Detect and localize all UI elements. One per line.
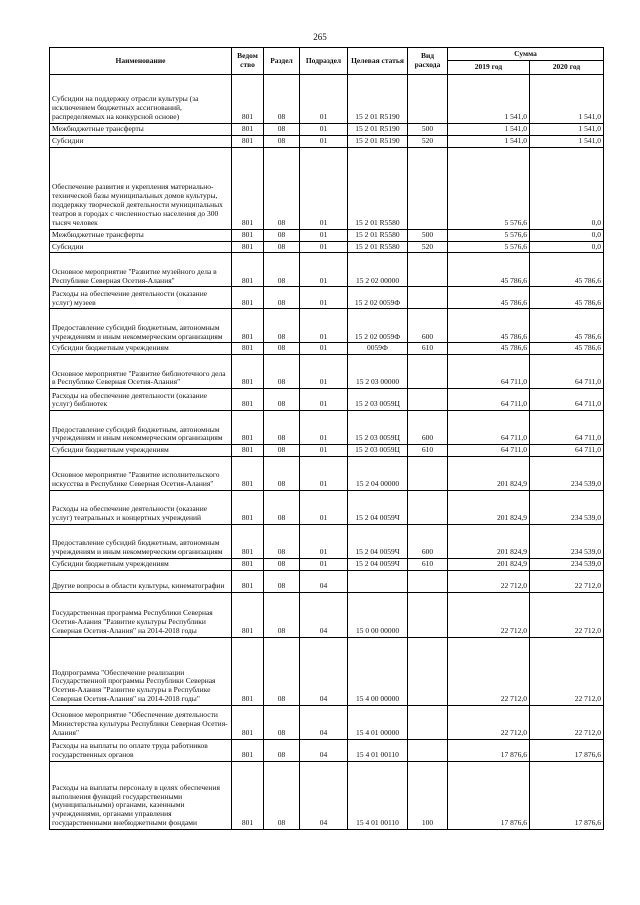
table-row [50, 637, 604, 705]
cell-target: 15 4 00 00000 [348, 637, 408, 705]
cell-name: Расходы на обеспечение деятельности (оказание услуг) музеев [50, 287, 232, 309]
cell-2020: 64 711,0 [530, 389, 604, 411]
cell-name: Государственная программа Республики Северная Осетия-Алания "Развитие культуры Республики Северная Осетия-Алания" на 2014-2018 годы [50, 592, 232, 637]
cell-dept: 801 [232, 705, 264, 739]
cell-2019: 201 824,9 [448, 559, 530, 571]
table-row [50, 253, 604, 287]
cell-2020: 45 786,6 [530, 287, 604, 309]
cell-name: Подпрограмма "Обеспечение реализации Государственной программы Республики Северная Осетия-Алания "Развитие культуры в Республике Северная Осетия-Алания" на 2014-2018 годы" [50, 637, 232, 705]
table-row [50, 570, 604, 592]
cell-name: Предоставление субсидий бюджетным, автономным учреждениям и иным некоммерческим организациям [50, 525, 232, 559]
cell-name: Основное мероприятие "Развитие исполнительского искусства в Республике Северная Осетия-Алания" [50, 457, 232, 491]
cell-type [408, 147, 448, 229]
cell-2020: 45 786,6 [530, 309, 604, 343]
cell-subsection: 01 [300, 491, 348, 525]
cell-2019: 64 711,0 [448, 389, 530, 411]
cell-section: 08 [264, 445, 300, 457]
cell-section: 08 [264, 253, 300, 287]
cell-2020: 64 711,0 [530, 445, 604, 457]
table-header [50, 48, 604, 75]
cell-2020: 1 541,0 [530, 135, 604, 147]
cell-target: 15 2 01 R5190 [348, 124, 408, 136]
cell-type: 520 [408, 135, 448, 147]
cell-2019: 1 541,0 [448, 124, 530, 136]
cell-2019: 22 712,0 [448, 637, 530, 705]
cell-name: Субсидии [50, 241, 232, 253]
cell-target: 15 2 01 R5580 [348, 241, 408, 253]
cell-section: 08 [264, 241, 300, 253]
cell-dept: 801 [232, 287, 264, 309]
cell-2019: 22 712,0 [448, 570, 530, 592]
cell-target [348, 570, 408, 592]
cell-subsection: 04 [300, 570, 348, 592]
cell-target: 15 4 01 00110 [348, 739, 408, 761]
cell-2019: 64 711,0 [448, 445, 530, 457]
cell-section: 08 [264, 343, 300, 355]
table-row [50, 147, 604, 229]
cell-type [408, 637, 448, 705]
cell-type: 500 [408, 229, 448, 241]
cell-name: Основное мероприятие "Развитие музейного дела в Республике Северная Осетия-Алания" [50, 253, 232, 287]
cell-2020: 17 876,6 [530, 739, 604, 761]
cell-dept: 801 [232, 343, 264, 355]
cell-dept: 801 [232, 135, 264, 147]
cell-subsection: 01 [300, 559, 348, 571]
cell-2019: 5 576,6 [448, 229, 530, 241]
cell-type: 600 [408, 411, 448, 445]
cell-section: 08 [264, 570, 300, 592]
cell-section: 08 [264, 229, 300, 241]
cell-name: Субсидии бюджетным учреждениям [50, 343, 232, 355]
cell-2019: 17 876,6 [448, 761, 530, 829]
cell-section: 08 [264, 147, 300, 229]
cell-subsection: 01 [300, 287, 348, 309]
cell-section: 08 [264, 124, 300, 136]
cell-subsection: 01 [300, 124, 348, 136]
cell-name: Субсидии бюджетным учреждениям [50, 445, 232, 457]
cell-dept: 801 [232, 389, 264, 411]
table-row [50, 389, 604, 411]
header-type: Вид расхода [408, 48, 448, 75]
cell-target: 0059Ф [348, 343, 408, 355]
cell-2019: 22 712,0 [448, 705, 530, 739]
cell-type: 500 [408, 124, 448, 136]
table-row [50, 287, 604, 309]
cell-section: 08 [264, 637, 300, 705]
cell-section: 08 [264, 411, 300, 445]
cell-2020: 22 712,0 [530, 592, 604, 637]
cell-2019: 64 711,0 [448, 355, 530, 389]
cell-subsection: 04 [300, 705, 348, 739]
table-row [50, 75, 604, 124]
cell-section: 08 [264, 457, 300, 491]
header-2019: 2019 год [448, 61, 530, 75]
cell-target: 15 2 02 0059Ф [348, 287, 408, 309]
cell-section: 08 [264, 592, 300, 637]
cell-2019: 201 824,9 [448, 491, 530, 525]
cell-2019: 45 786,6 [448, 287, 530, 309]
cell-target: 15 2 01 R5580 [348, 229, 408, 241]
cell-type [408, 355, 448, 389]
table-row [50, 343, 604, 355]
cell-2020: 0,0 [530, 229, 604, 241]
cell-2020: 22 712,0 [530, 637, 604, 705]
budget-table [49, 47, 604, 830]
cell-subsection: 01 [300, 445, 348, 457]
cell-type [408, 491, 448, 525]
cell-2020: 234 539,0 [530, 457, 604, 491]
cell-subsection: 04 [300, 739, 348, 761]
table-row [50, 739, 604, 761]
cell-dept: 801 [232, 75, 264, 124]
header-sum: Сумма [448, 48, 604, 61]
table-row [50, 411, 604, 445]
table-row [50, 229, 604, 241]
cell-name: Субсидии бюджетным учреждениям [50, 559, 232, 571]
cell-name: Расходы на выплаты по оплате труда работников государственных органов [50, 739, 232, 761]
cell-type [408, 592, 448, 637]
cell-subsection: 04 [300, 637, 348, 705]
cell-dept: 801 [232, 457, 264, 491]
cell-subsection: 01 [300, 525, 348, 559]
cell-2020: 1 541,0 [530, 124, 604, 136]
cell-subsection: 01 [300, 253, 348, 287]
cell-2019: 45 786,6 [448, 253, 530, 287]
header-subsection: Подраздел [300, 48, 348, 75]
cell-subsection: 04 [300, 761, 348, 829]
cell-target: 15 2 03 0059Ц [348, 445, 408, 457]
cell-name: Межбюджетные трансферты [50, 124, 232, 136]
cell-2019: 45 786,6 [448, 343, 530, 355]
cell-name: Обеспечение развития и укрепления материально-технической базы муниципальных домов культуры, поддержку творческой деятельности муниципальных театров в городах с численностью населения до 300 тысяч человек [50, 147, 232, 229]
cell-type [408, 570, 448, 592]
cell-dept: 801 [232, 739, 264, 761]
table-row [50, 761, 604, 829]
cell-type: 610 [408, 445, 448, 457]
cell-2020: 0,0 [530, 241, 604, 253]
cell-subsection: 01 [300, 343, 348, 355]
cell-2020: 234 539,0 [530, 525, 604, 559]
cell-dept: 801 [232, 559, 264, 571]
cell-2020: 234 539,0 [530, 559, 604, 571]
cell-section: 08 [264, 761, 300, 829]
cell-type: 610 [408, 343, 448, 355]
cell-2019: 1 541,0 [448, 75, 530, 124]
cell-target: 15 0 00 00000 [348, 592, 408, 637]
cell-type: 600 [408, 309, 448, 343]
cell-name: Основное мероприятие "Развитие библиотечного дела в Республике Северная Осетия-Алания" [50, 355, 232, 389]
cell-type [408, 705, 448, 739]
cell-dept: 801 [232, 637, 264, 705]
cell-target: 15 2 03 0059Ц [348, 389, 408, 411]
cell-type [408, 389, 448, 411]
cell-target: 15 2 04 0059Ч [348, 559, 408, 571]
cell-subsection: 01 [300, 389, 348, 411]
cell-target: 15 2 02 0059Ф [348, 309, 408, 343]
cell-2019: 45 786,6 [448, 309, 530, 343]
cell-subsection: 01 [300, 309, 348, 343]
table-row [50, 124, 604, 136]
cell-2020: 45 786,6 [530, 253, 604, 287]
cell-type: 100 [408, 761, 448, 829]
cell-target: 15 2 03 00000 [348, 355, 408, 389]
cell-dept: 801 [232, 491, 264, 525]
cell-dept: 801 [232, 147, 264, 229]
cell-target: 15 2 02 00000 [348, 253, 408, 287]
cell-2019: 5 576,6 [448, 147, 530, 229]
header-2020: 2020 год [530, 61, 604, 75]
cell-subsection: 01 [300, 457, 348, 491]
cell-2020: 0,0 [530, 147, 604, 229]
cell-target: 15 2 04 00000 [348, 457, 408, 491]
cell-type: 600 [408, 525, 448, 559]
cell-dept: 801 [232, 411, 264, 445]
cell-name: Другие вопросы в области культуры, кинематографии [50, 570, 232, 592]
table-row [50, 457, 604, 491]
cell-section: 08 [264, 525, 300, 559]
cell-2019: 22 712,0 [448, 592, 530, 637]
cell-2019: 17 876,6 [448, 739, 530, 761]
page-number: 265 [313, 32, 327, 42]
cell-name: Субсидии на поддержку отрасли культуры (за исключением бюджетных ассигнований, распределяемых на конкурсной основе) [50, 75, 232, 124]
cell-section: 08 [264, 75, 300, 124]
header-target: Целевая статья [348, 48, 408, 75]
cell-type [408, 457, 448, 491]
cell-2020: 1 541,0 [530, 75, 604, 124]
cell-2020: 64 711,0 [530, 355, 604, 389]
cell-2020: 234 539,0 [530, 491, 604, 525]
cell-target: 15 2 01 R5190 [348, 135, 408, 147]
cell-2020: 17 876,6 [530, 761, 604, 829]
cell-2020: 22 712,0 [530, 705, 604, 739]
cell-section: 08 [264, 309, 300, 343]
cell-dept: 801 [232, 124, 264, 136]
cell-name: Расходы на обеспечение деятельности (оказание услуг) театральных и концертных учреждений [50, 491, 232, 525]
cell-subsection: 01 [300, 135, 348, 147]
table-row [50, 241, 604, 253]
cell-dept: 801 [232, 229, 264, 241]
cell-2019: 1 541,0 [448, 135, 530, 147]
cell-2020: 64 711,0 [530, 411, 604, 445]
cell-target: 15 4 01 00000 [348, 705, 408, 739]
cell-name: Предоставление субсидий бюджетным, автономным учреждениям и иным некоммерческим организациям [50, 411, 232, 445]
cell-subsection: 01 [300, 147, 348, 229]
header-dept: Ведом ство [232, 48, 264, 75]
cell-2019: 201 824,9 [448, 525, 530, 559]
cell-2020: 22 712,0 [530, 570, 604, 592]
cell-target: 15 2 04 0059Ч [348, 525, 408, 559]
table-row [50, 559, 604, 571]
table-body [50, 75, 604, 830]
cell-section: 08 [264, 559, 300, 571]
cell-2019: 201 824,9 [448, 457, 530, 491]
cell-dept: 801 [232, 570, 264, 592]
cell-target: 15 2 01 R5580 [348, 147, 408, 229]
cell-section: 08 [264, 705, 300, 739]
cell-name: Межбюджетные трансферты [50, 229, 232, 241]
cell-subsection: 01 [300, 411, 348, 445]
table-row [50, 525, 604, 559]
cell-dept: 801 [232, 445, 264, 457]
cell-subsection: 01 [300, 241, 348, 253]
cell-dept: 801 [232, 592, 264, 637]
table-row [50, 135, 604, 147]
cell-section: 08 [264, 135, 300, 147]
cell-dept: 801 [232, 253, 264, 287]
cell-type: 520 [408, 241, 448, 253]
cell-target: 15 2 04 0059Ч [348, 491, 408, 525]
cell-subsection: 04 [300, 592, 348, 637]
cell-type [408, 287, 448, 309]
table-row [50, 355, 604, 389]
cell-type: 610 [408, 559, 448, 571]
table-row [50, 445, 604, 457]
cell-section: 08 [264, 287, 300, 309]
cell-name: Расходы на обеспечение деятельности (оказание услуг) библиотек [50, 389, 232, 411]
cell-section: 08 [264, 739, 300, 761]
cell-dept: 801 [232, 525, 264, 559]
table-row [50, 309, 604, 343]
cell-name: Расходы на выплаты персоналу в целях обеспечения выполнения функций государственными (муниципальными) органами, казенными учреждениями, органами управления государственными внебюджетными фондами [50, 761, 232, 829]
cell-subsection: 01 [300, 75, 348, 124]
cell-subsection: 01 [300, 355, 348, 389]
cell-section: 08 [264, 355, 300, 389]
cell-name: Предоставление субсидий бюджетным, автономным учреждениям и иным некоммерческим организациям [50, 309, 232, 343]
cell-subsection: 01 [300, 229, 348, 241]
header-section: Раздел [264, 48, 300, 75]
table-row [50, 491, 604, 525]
cell-section: 08 [264, 491, 300, 525]
cell-target: 15 2 03 0059Ц [348, 411, 408, 445]
table-row [50, 705, 604, 739]
cell-dept: 801 [232, 761, 264, 829]
cell-dept: 801 [232, 355, 264, 389]
cell-section: 08 [264, 389, 300, 411]
cell-type [408, 739, 448, 761]
cell-name: Субсидии [50, 135, 232, 147]
cell-dept: 801 [232, 309, 264, 343]
cell-type [408, 253, 448, 287]
cell-target: 15 2 01 R5190 [348, 75, 408, 124]
cell-target: 15 4 01 00110 [348, 761, 408, 829]
table-row [50, 592, 604, 637]
cell-2020: 45 786,6 [530, 343, 604, 355]
cell-2019: 5 576,6 [448, 241, 530, 253]
cell-type [408, 75, 448, 124]
cell-name: Основное мероприятие "Обеспечение деятельности Министерства культуры Республики Северная Осетия-Алания" [50, 705, 232, 739]
cell-dept: 801 [232, 241, 264, 253]
header-name: Наименование [50, 48, 232, 75]
cell-2019: 64 711,0 [448, 411, 530, 445]
